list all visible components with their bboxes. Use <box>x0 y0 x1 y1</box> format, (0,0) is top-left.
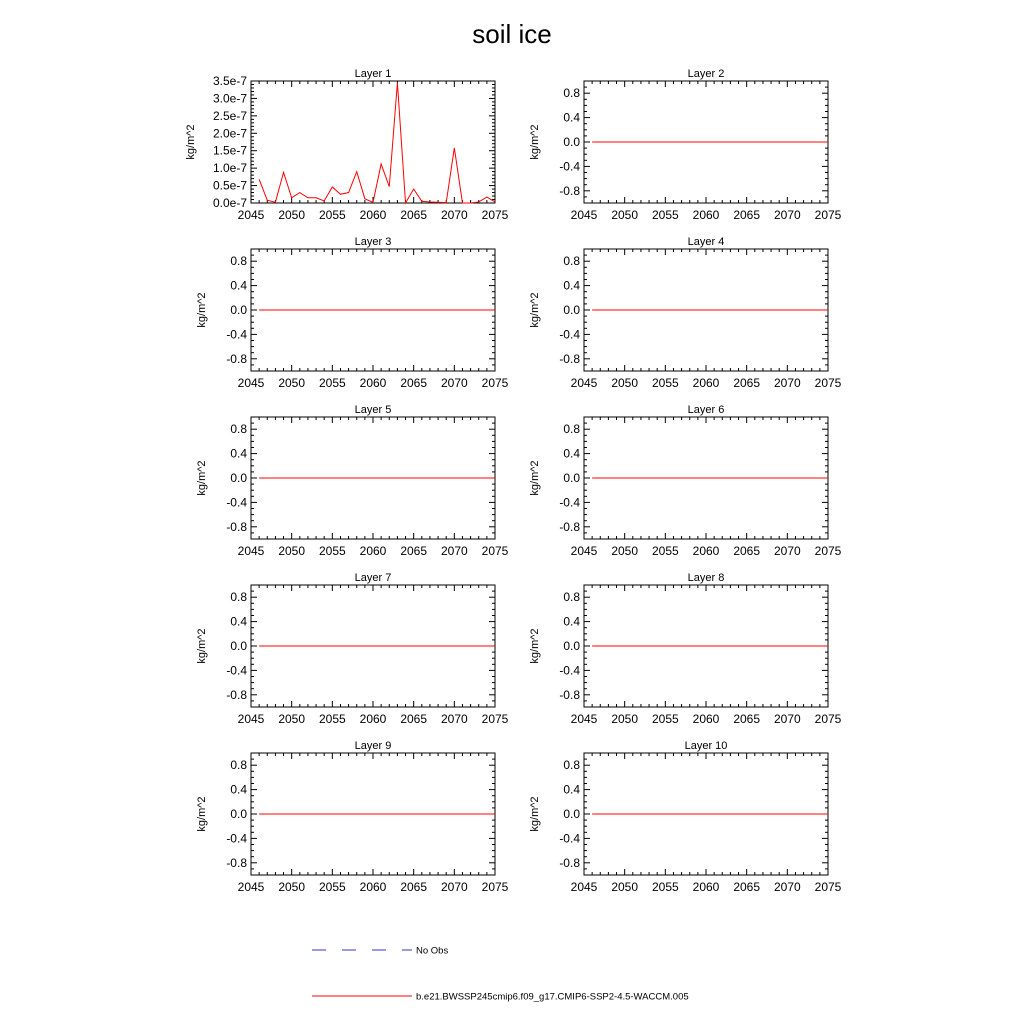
panel-1 <box>185 68 509 222</box>
panel-title: Layer 2 <box>687 68 725 80</box>
y-tick-label: -0.4 <box>559 663 580 678</box>
x-tick-label: 2045 <box>570 544 598 558</box>
x-tick-label: 2070 <box>440 208 468 222</box>
x-tick-label: 2055 <box>651 376 679 390</box>
x-tick-label: 2065 <box>400 712 428 726</box>
y-tick-label: 0.0 <box>563 303 580 317</box>
y-tick-label: 2.5e-7 <box>212 108 247 123</box>
x-tick-label: 2055 <box>651 208 679 222</box>
x-tick-label: 2055 <box>651 712 679 726</box>
x-tick-label: 2050 <box>611 376 639 390</box>
x-tick-label: 2045 <box>570 880 598 894</box>
x-tick-label: 2060 <box>692 376 720 390</box>
x-tick-label: 2050 <box>611 544 639 558</box>
x-tick-label: 2045 <box>570 376 598 390</box>
y-tick-label: -0.4 <box>559 495 580 510</box>
x-tick-label: 2070 <box>440 880 468 894</box>
y-tick-label: 0.8 <box>230 422 247 437</box>
x-tick-label: 2075 <box>814 544 842 558</box>
x-tick-label: 2070 <box>773 880 801 894</box>
y-tick-label: 1.5e-7 <box>212 143 247 158</box>
series-line <box>259 83 495 203</box>
panel-title: Layer 9 <box>354 740 392 752</box>
x-tick-label: 2045 <box>237 376 265 390</box>
y-axis-label: kg/m^2 <box>529 628 541 664</box>
y-tick-label: 0.4 <box>563 278 580 293</box>
x-tick-label: 2075 <box>481 208 509 222</box>
x-tick-label: 2055 <box>651 880 679 894</box>
figure-title: soil ice <box>472 19 552 49</box>
x-tick-label: 2050 <box>278 208 306 222</box>
x-tick-label: 2070 <box>773 208 801 222</box>
x-tick-label: 2055 <box>651 544 679 558</box>
x-tick-label: 2060 <box>359 880 387 894</box>
x-tick-label: 2075 <box>814 712 842 726</box>
x-tick-label: 2075 <box>814 208 842 222</box>
x-tick-label: 2065 <box>400 376 428 390</box>
y-tick-label: -0.8 <box>226 855 247 870</box>
panel-9 <box>196 740 509 894</box>
x-tick-label: 2065 <box>733 208 761 222</box>
y-tick-label: 1.0e-7 <box>212 161 247 176</box>
y-tick-label: -0.4 <box>559 831 580 846</box>
x-tick-label: 2065 <box>733 376 761 390</box>
y-axis-label: kg/m^2 <box>529 124 541 160</box>
x-tick-label: 2075 <box>481 376 509 390</box>
y-tick-label: 0.0 <box>230 303 247 317</box>
panel-title: Layer 10 <box>684 740 728 752</box>
y-tick-label: 0.8 <box>563 590 580 605</box>
panel-title: Layer 7 <box>354 572 392 584</box>
x-tick-label: 2055 <box>318 544 346 558</box>
x-tick-label: 2070 <box>773 376 801 390</box>
y-tick-label: 0.8 <box>230 254 247 269</box>
x-tick-label: 2050 <box>611 712 639 726</box>
y-tick-label: -0.8 <box>226 519 247 534</box>
x-tick-label: 2045 <box>237 208 265 222</box>
y-tick-label: -0.8 <box>559 351 580 366</box>
y-tick-label: 0.4 <box>230 446 247 461</box>
y-tick-label: 0.0 <box>563 135 580 149</box>
y-tick-label: 0.0 <box>230 639 247 653</box>
y-tick-label: 3.0e-7 <box>212 91 247 106</box>
x-tick-label: 2045 <box>570 712 598 726</box>
x-tick-label: 2070 <box>440 376 468 390</box>
panel-8 <box>529 572 842 726</box>
y-tick-label: 0.0 <box>230 471 247 485</box>
x-tick-label: 2070 <box>440 712 468 726</box>
panel-3 <box>196 236 509 390</box>
y-tick-label: 0.4 <box>230 782 247 797</box>
y-tick-label: 0.4 <box>230 278 247 293</box>
x-tick-label: 2065 <box>400 880 428 894</box>
y-tick-label: 0.8 <box>563 422 580 437</box>
y-axis-label: kg/m^2 <box>185 124 197 160</box>
x-tick-label: 2045 <box>237 712 265 726</box>
x-tick-label: 2055 <box>318 208 346 222</box>
x-tick-label: 2075 <box>481 712 509 726</box>
x-tick-label: 2055 <box>318 880 346 894</box>
panels-group <box>185 68 842 894</box>
y-tick-label: 0.0 <box>230 807 247 821</box>
y-tick-label: -0.4 <box>559 327 580 342</box>
x-tick-label: 2070 <box>440 544 468 558</box>
x-tick-label: 2060 <box>692 880 720 894</box>
x-tick-label: 2060 <box>692 208 720 222</box>
x-tick-label: 2060 <box>359 208 387 222</box>
x-tick-label: 2055 <box>318 376 346 390</box>
x-tick-label: 2045 <box>570 208 598 222</box>
y-axis-label: kg/m^2 <box>196 292 208 328</box>
x-tick-label: 2060 <box>359 712 387 726</box>
x-tick-label: 2055 <box>318 712 346 726</box>
y-tick-label: -0.8 <box>559 855 580 870</box>
y-tick-label: 0.0 <box>563 471 580 485</box>
y-tick-label: 0.4 <box>563 110 580 125</box>
x-tick-label: 2065 <box>400 544 428 558</box>
x-tick-label: 2065 <box>733 880 761 894</box>
y-axis-label: kg/m^2 <box>529 796 541 832</box>
panel-2 <box>529 68 842 222</box>
y-axis-label: kg/m^2 <box>529 292 541 328</box>
x-tick-label: 2060 <box>692 544 720 558</box>
y-tick-label: -0.8 <box>226 687 247 702</box>
x-tick-label: 2075 <box>814 880 842 894</box>
y-tick-label: 0.4 <box>563 446 580 461</box>
legend-label-model: b.e21.BWSSP245cmip6.f09_g17.CMIP6-SSP2-4.5-WACCM.005 <box>416 991 689 1003</box>
panel-title: Layer 6 <box>687 404 725 416</box>
x-tick-label: 2070 <box>773 544 801 558</box>
x-tick-label: 2050 <box>278 544 306 558</box>
y-tick-label: -0.4 <box>226 663 247 678</box>
panel-title: Layer 8 <box>687 572 725 584</box>
y-tick-label: 0.0e-7 <box>212 196 247 210</box>
x-tick-label: 2075 <box>481 544 509 558</box>
panel-title: Layer 5 <box>354 404 392 416</box>
x-tick-label: 2060 <box>359 376 387 390</box>
panel-5 <box>196 404 509 558</box>
x-tick-label: 2060 <box>359 544 387 558</box>
y-tick-label: -0.4 <box>226 831 247 846</box>
y-tick-label: 0.8 <box>563 254 580 269</box>
y-axis-label: kg/m^2 <box>196 796 208 832</box>
y-tick-label: -0.8 <box>559 183 580 198</box>
y-tick-label: -0.8 <box>559 519 580 534</box>
panel-title: Layer 1 <box>354 68 392 80</box>
legend-label-no-obs: No Obs <box>416 945 449 957</box>
y-tick-label: 3.5e-7 <box>212 74 247 88</box>
y-tick-label: 0.4 <box>563 614 580 629</box>
x-tick-label: 2050 <box>278 376 306 390</box>
x-tick-label: 2045 <box>237 544 265 558</box>
panel-4 <box>529 236 842 390</box>
y-tick-label: -0.4 <box>226 495 247 510</box>
y-tick-label: -0.4 <box>226 327 247 342</box>
x-tick-label: 2060 <box>692 712 720 726</box>
y-tick-label: 0.8 <box>563 758 580 773</box>
x-tick-label: 2050 <box>611 208 639 222</box>
panel-6 <box>529 404 842 558</box>
y-tick-label: -0.8 <box>559 687 580 702</box>
y-tick-label: -0.4 <box>559 159 580 174</box>
x-tick-label: 2075 <box>481 880 509 894</box>
y-axis-label: kg/m^2 <box>529 460 541 496</box>
x-tick-label: 2050 <box>611 880 639 894</box>
y-tick-label: 0.8 <box>563 86 580 101</box>
y-tick-label: 2.0e-7 <box>212 126 247 141</box>
y-tick-label: 0.0 <box>563 639 580 653</box>
y-tick-label: 0.0 <box>563 807 580 821</box>
y-axis-label: kg/m^2 <box>196 628 208 664</box>
x-tick-label: 2050 <box>278 712 306 726</box>
y-axis-label: kg/m^2 <box>196 460 208 496</box>
panel-10 <box>529 740 842 894</box>
x-tick-label: 2065 <box>733 544 761 558</box>
y-tick-label: 0.4 <box>563 782 580 797</box>
y-tick-label: 0.4 <box>230 614 247 629</box>
y-tick-label: 0.5e-7 <box>212 178 247 193</box>
x-tick-label: 2065 <box>400 208 428 222</box>
x-tick-label: 2075 <box>814 376 842 390</box>
panel-title: Layer 3 <box>354 236 392 248</box>
y-tick-label: 0.8 <box>230 758 247 773</box>
panel-7 <box>196 572 509 726</box>
y-tick-label: -0.8 <box>226 351 247 366</box>
x-tick-label: 2045 <box>237 880 265 894</box>
x-tick-label: 2050 <box>278 880 306 894</box>
panel-title: Layer 4 <box>687 236 725 248</box>
x-tick-label: 2070 <box>773 712 801 726</box>
y-tick-label: 0.8 <box>230 590 247 605</box>
legend <box>312 946 689 1003</box>
x-tick-label: 2065 <box>733 712 761 726</box>
